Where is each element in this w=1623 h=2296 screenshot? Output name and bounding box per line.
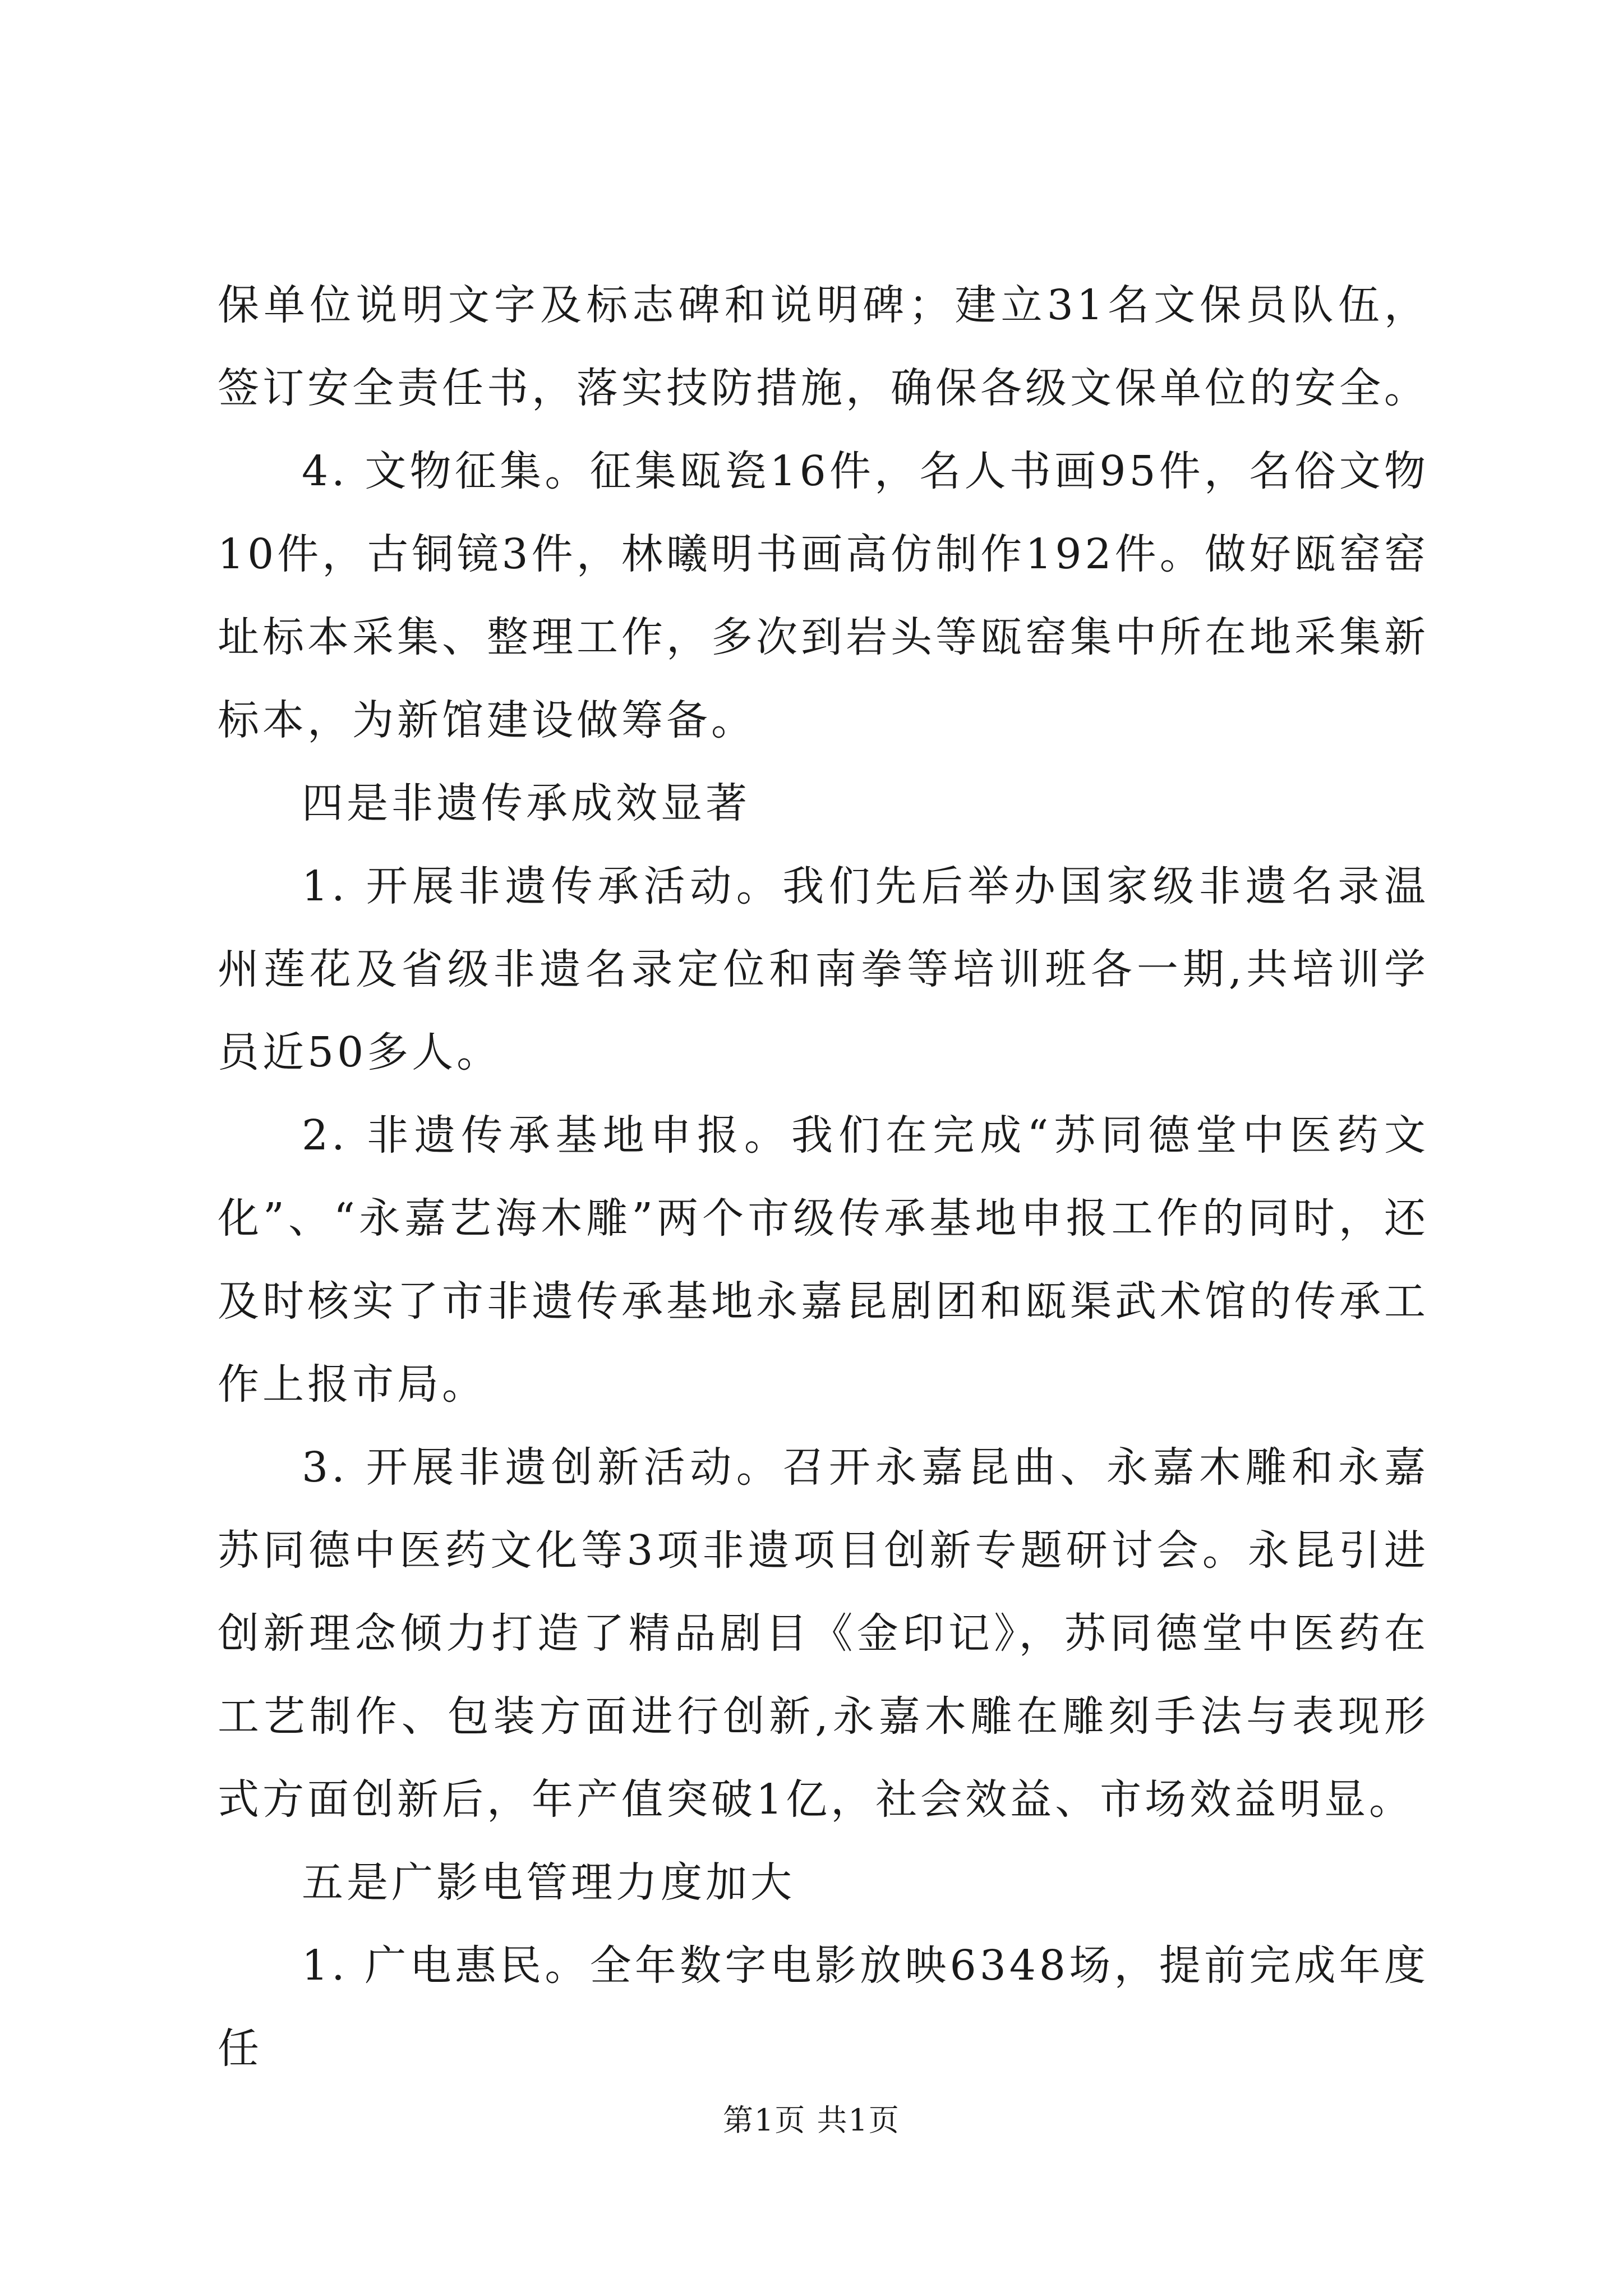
paragraph-4: 2. 非遗传承基地申报。我们在完成“苏同德堂中医药文化”、“永嘉艺海木雕”两个市级传承基地申报工作的同时，还及时核实了市非遗传承基地永嘉昆剧团和瓯渠武术馆的传承工作上报市局。 xyxy=(218,1111,1429,1409)
paragraph-2: 4. 文物征集。征集瓯瓷16件，名人书画95件，名俗文物10件，古铜镜3件，林曦明书画高仿制作192件。做好瓯窑窑址标本采集、整理工作，多次到岩头等瓯窑集中所在地采集新标本，为新馆建设做筹备。 xyxy=(218,447,1429,744)
paragraph-1: 保单位说明文字及标志碑和说明碑；建立31名文保员队伍，签订安全责任书，落实技防措施，确保各级文保单位的安全。 xyxy=(218,281,1429,412)
section-heading-4: 四是非遗传承成效显著 xyxy=(302,779,750,827)
paragraph-6: 1. 广电惠民。全年数字电影放映6348场，提前完成年度任 xyxy=(218,1941,1429,2073)
section-heading-5: 五是广影电管理力度加大 xyxy=(302,1858,795,1907)
page-footer: 第1页 共1页 xyxy=(723,2102,900,2138)
document-body xyxy=(218,264,1429,2090)
paragraph-3: 1. 开展非遗传承活动。我们先后举办国家级非遗名录温州莲花及省级非遗名录定位和南拳等培训班各一期,共培训学员近50多人。 xyxy=(218,862,1429,1076)
paragraph-5: 3. 开展非遗创新活动。召开永嘉昆曲、永嘉木雕和永嘉苏同德中医药文化等3项非遗项目创新专题研讨会。永昆引进创新理念倾力打造了精品剧目《金印记》，苏同德堂中医药在工艺制作、包装方面进行创新,永嘉木雕在雕刻手法与表现形式方面创新后，年产值突破1亿，社会效益、市场效益明显。 xyxy=(218,1443,1429,1824)
